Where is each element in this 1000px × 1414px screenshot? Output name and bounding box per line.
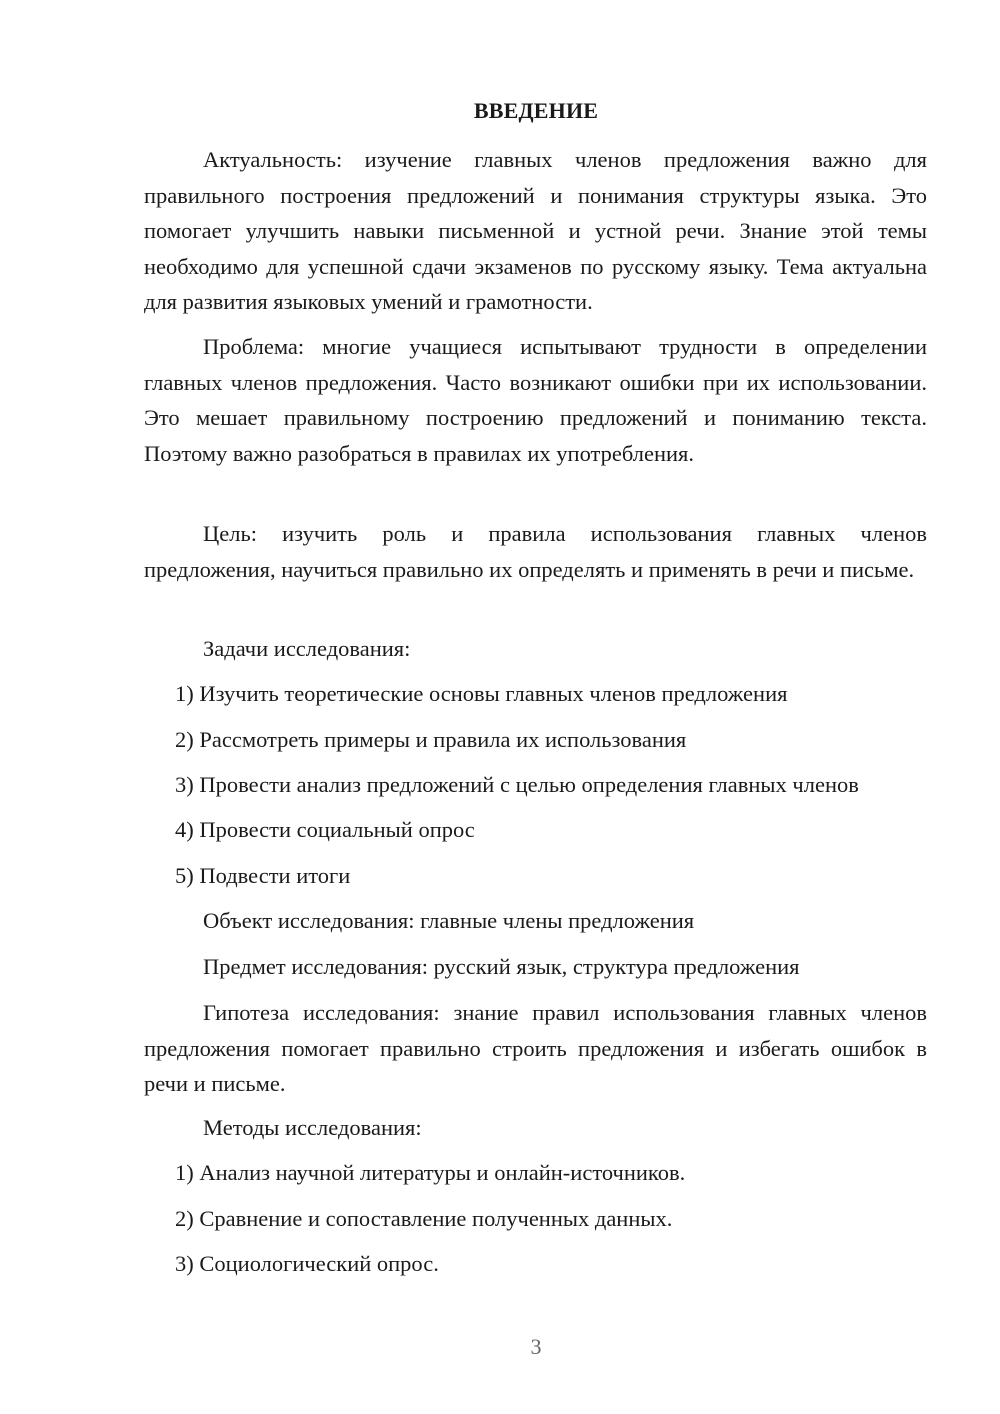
task-item-5: 5) Подвести итоги [175, 863, 351, 888]
page-number: 3 [530, 1334, 542, 1359]
object-line: Объект исследования: главные члены предложения [203, 908, 695, 933]
relevance-paragraph: Актуальность: изучение главных членов предложения важно для правильного построения предложений и понимания структуры языка. Это помогает улучшить навыки письменной и устной речи. Знание этой темы необходимо для успешной сдачи экзаменов по русскому языку. Тема актуальна для развития языковых умений и грамотности. [144, 147, 927, 314]
task-item-1: 1) Изучить теоретические основы главных членов предложения [175, 681, 788, 706]
goal-paragraph: Цель: изучить роль и правила использования главных членов предложения, научиться правильно их определять и применять в речи и письме. [144, 521, 927, 582]
tasks-heading: Задачи исследования: [203, 636, 411, 661]
problem-paragraph: Проблема: многие учащиеся испытывают трудности в определении главных членов предложения. Часто возникают ошибки при их использовании. Это мешает правильному построению предложений и пониманию текста. Поэтому важно разобраться в правилах их употребления. [144, 334, 927, 466]
page-title: ВВЕДЕНИЕ [473, 98, 599, 123]
subject-line: Предмет исследования: русский язык, структура предложения [203, 954, 800, 979]
method-item-1: 1) Анализ научной литературы и онлайн-источников. [175, 1160, 686, 1185]
method-item-2: 2) Сравнение и сопоставление полученных данных. [175, 1206, 673, 1231]
method-item-3: 3) Социологический опрос. [175, 1251, 439, 1276]
task-item-3: 3) Провести анализ предложений с целью определения главных членов [175, 772, 859, 797]
task-item-4: 4) Провести социальный опрос [175, 817, 475, 842]
hypothesis-paragraph: Гипотеза исследования: знание правил использования главных членов предложения помогает правильно строить предложения и избегать ошибок в речи и письме. [144, 1000, 927, 1096]
task-item-2: 2) Рассмотреть примеры и правила их использования [175, 727, 687, 752]
methods-heading: Методы исследования: [203, 1115, 422, 1140]
